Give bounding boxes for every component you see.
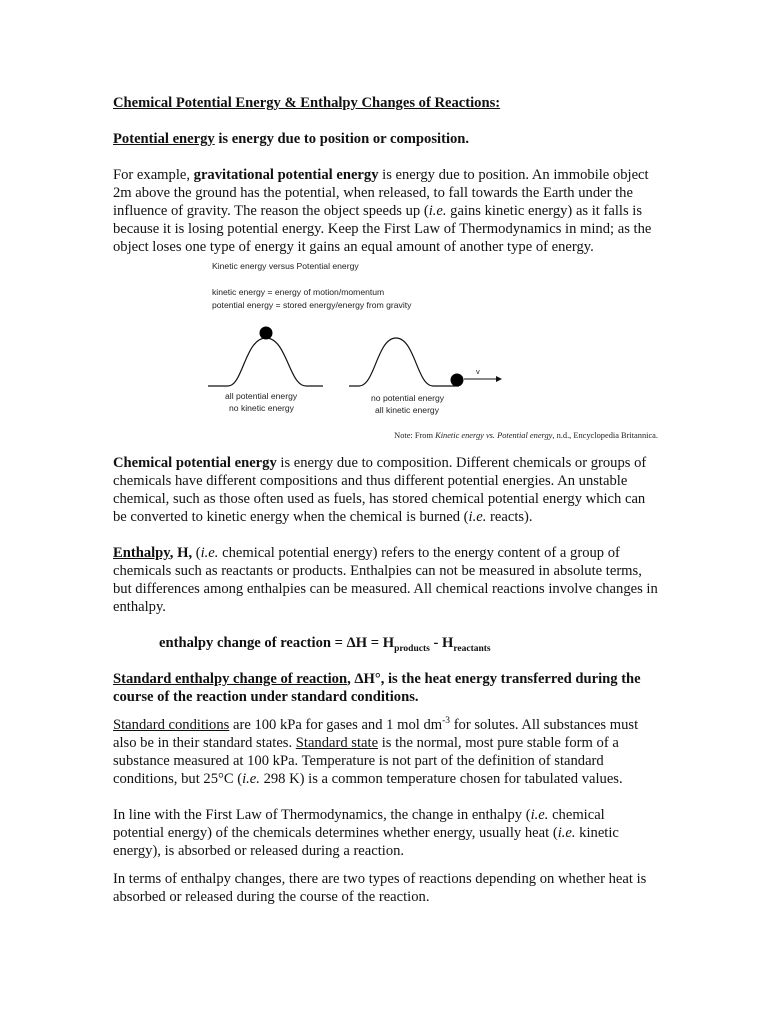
enthalpy-paragraph	[113, 544, 658, 616]
text-run: kinetic energy), is absorbed or released during a reaction.	[113, 825, 619, 859]
text-run: is energy due to position. An immobile object 2m above the ground has the potential, when released, to fall towards the Earth under the influence of gravity. The reason the object speeds up (	[113, 167, 649, 219]
text-run: chemical potential energy) refers to the energy content of a group of chemicals such as reactants or products. Enthalpies can not be measured in absolute terms, but differences among enthalpies can be measured. All chemical reactions involve changes in enthalpy.	[113, 545, 658, 615]
formula-subscript: reactants	[453, 643, 491, 654]
ie-abbrev: i.e.	[242, 771, 260, 787]
chemical-potential-term: Chemical potential energy	[113, 455, 277, 471]
text-run: reacts).	[486, 509, 533, 525]
ie-abbrev: i.e.	[468, 509, 487, 525]
formula-text: - H	[429, 635, 454, 651]
reaction-types-paragraph: In terms of enthalpy changes, there are two types of reactions depending on whether heat is absorbed or released during the course of the reaction.	[113, 871, 647, 905]
figure-ke-definition: kinetic energy = energy of motion/momentum	[212, 287, 385, 297]
enthalpy-symbol: , H,	[169, 545, 193, 561]
text-run: In line with the First Law of Thermodynamics, the change in enthalpy (	[113, 807, 531, 823]
standard-enthalpy-term: Standard enthalpy change of reaction	[113, 671, 348, 687]
figure-pe-definition: potential energy = stored energy/energy from gravity	[212, 300, 412, 310]
standard-state-term: Standard state	[295, 735, 379, 751]
ie-abbrev: i.e.	[557, 825, 576, 841]
left-hill-curve	[208, 338, 323, 386]
potential-energy-term: Potential energy	[113, 131, 215, 147]
gravitational-paragraph	[113, 166, 658, 256]
text-run: gains kinetic energy) as it falls is because it is losing potential energy. Keep the First Law of Thermodynamics in mind; as the object loses one type of energy it gains an equal amount of another type of energy.	[113, 203, 652, 255]
standard-conditions-term: Standard conditions	[113, 717, 230, 733]
figure-note	[394, 427, 658, 445]
note-text: Note: From	[394, 431, 436, 440]
right-ball	[451, 374, 464, 387]
standard-conditions-paragraph	[113, 716, 658, 788]
text-run: (	[192, 545, 201, 561]
note-text: , n.d., Encyclopedia Britannica.	[552, 431, 658, 440]
ie-abbrev: i.e.	[530, 807, 549, 823]
enthalpy-term: Enthalpy	[113, 545, 170, 561]
left-ball	[260, 327, 273, 340]
note-source-title: Kinetic energy vs. Potential energy	[435, 431, 553, 440]
document-page	[113, 94, 658, 906]
text-run: chemical potential energy) of the chemicals determines whether energy, usually heat (	[113, 807, 605, 841]
figure-heading: Kinetic energy versus Potential energy	[212, 261, 359, 271]
formula-text: enthalpy change of reaction = ΔH = H	[159, 635, 395, 651]
kinetic-potential-figure	[113, 258, 658, 438]
document-title: Chemical Potential Energy & Enthalpy Changes of Reactions:	[113, 95, 501, 111]
right-label-1: no potential energy	[371, 393, 445, 403]
right-label-2: all kinetic energy	[375, 405, 440, 415]
text-run: is energy due to composition. Different chemicals or groups of chemicals have different compositions and thus different potential energies. An unstable chemical, such as those often used as fuels, has stored chemical potential energy which can be converted to kinetic energy when the chemical is burned (	[113, 455, 647, 525]
text-run: for solutes. All substances must also be in their standard states.	[113, 717, 639, 751]
gravitational-term: gravitational potential energy	[193, 167, 379, 183]
standard-enthalpy-definition: , ΔH°, is the heat energy transferred during the course of the reaction under standard conditions.	[113, 671, 641, 705]
ie-abbrev: i.e.	[428, 203, 447, 219]
potential-energy-heading	[113, 130, 658, 148]
first-law-paragraph	[113, 806, 658, 860]
text-run: are 100 kPa for gases and 1 mol dm	[229, 717, 443, 733]
velocity-arrow-head	[496, 376, 502, 382]
chemical-potential-paragraph	[113, 454, 658, 526]
left-label-1: all potential energy	[225, 391, 298, 401]
standard-enthalpy-heading	[113, 670, 658, 706]
superscript: -3	[442, 716, 451, 727]
potential-energy-definition: is energy due to position or composition.	[214, 131, 470, 147]
left-label-2: no kinetic energy	[229, 403, 294, 413]
enthalpy-formula	[159, 634, 658, 652]
text-run: For example,	[113, 167, 194, 183]
ie-abbrev: i.e.	[200, 545, 219, 561]
right-hill-curve	[349, 338, 459, 386]
formula-subscript: products	[394, 643, 430, 654]
velocity-label: v	[476, 367, 480, 376]
text-run: 298 K) is a common temperature chosen for tabulated values.	[259, 771, 623, 787]
text-run: is the normal, most pure stable form of a substance measured at 100 kPa. Temperature is not part of the definition of standard conditions, but 25°C (	[113, 735, 619, 787]
